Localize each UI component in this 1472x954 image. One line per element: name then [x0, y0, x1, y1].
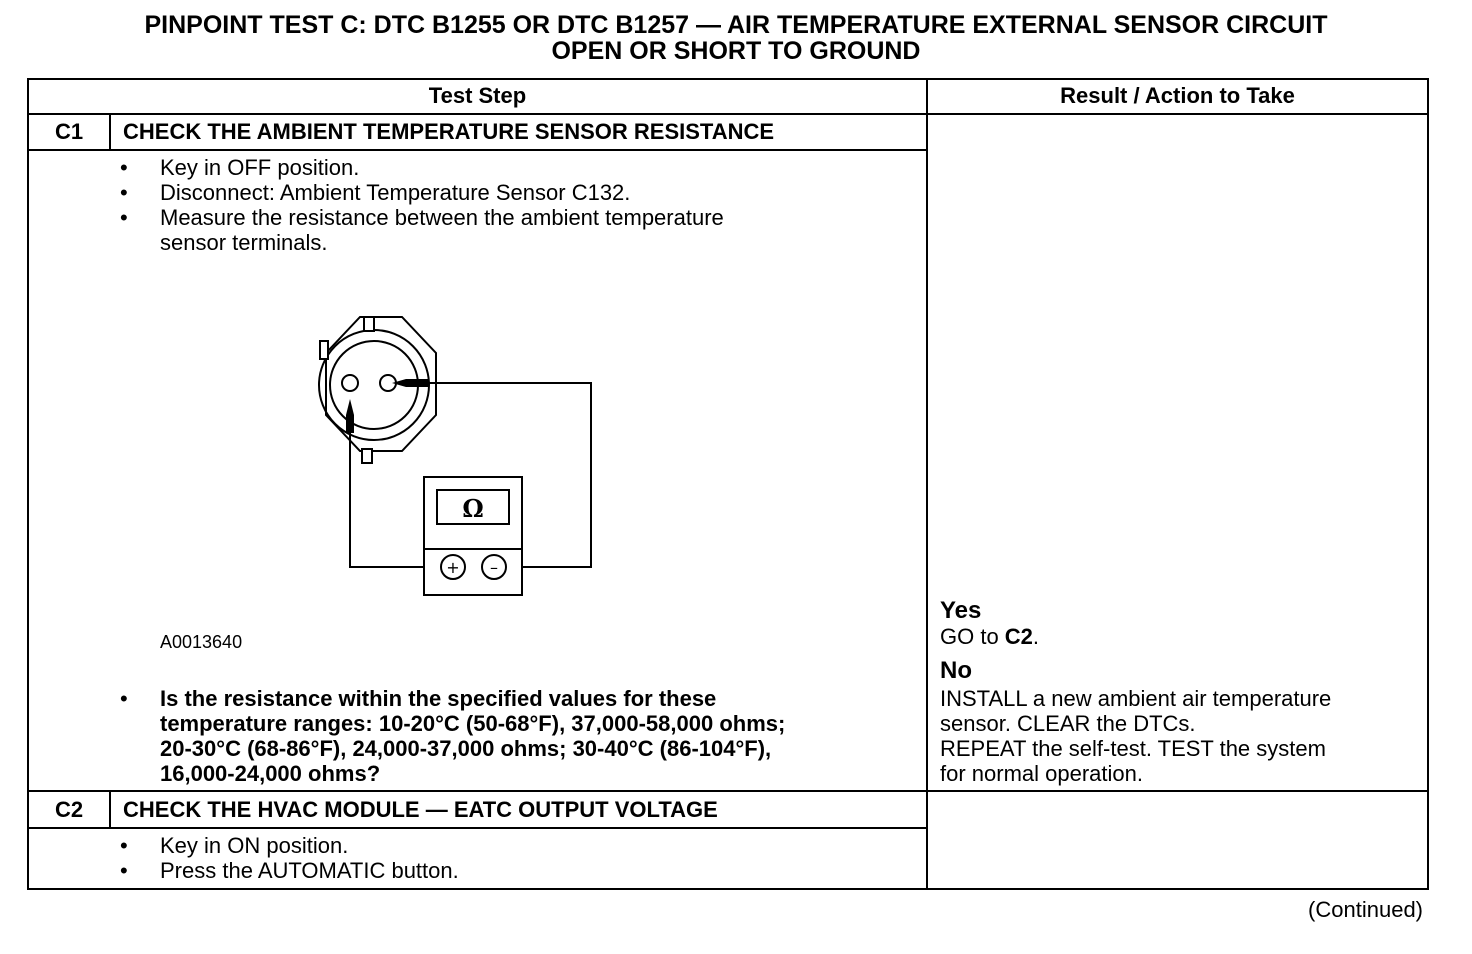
c2-id-divider [109, 790, 111, 828]
plus-symbol: + [446, 558, 460, 577]
header-row-divider [27, 113, 1429, 115]
ohm-symbol: Ω [462, 494, 484, 523]
c2-step-item: Press the AUTOMATIC button. [160, 858, 459, 883]
result-yes-action [940, 624, 1039, 649]
step-title-c2: CHECK THE HVAC MODULE — EATC OUTPUT VOLTAGE [123, 797, 718, 822]
header-result-action: Result / Action to Take [1060, 83, 1295, 108]
sensor-resistance-diagram [298, 315, 598, 600]
probe-right [406, 379, 428, 387]
continued-label: (Continued) [1308, 897, 1423, 922]
c1-step-item: Measure the resistance between the ambient temperature [160, 205, 724, 230]
c1-title-divider [27, 149, 927, 151]
bullet-glyph: • [120, 858, 128, 883]
result-no-action-line: sensor. CLEAR the DTCs. [940, 711, 1196, 736]
sensor-top-tab [364, 317, 374, 331]
step-id-c2: C2 [54, 797, 84, 822]
step-id-c1: C1 [54, 119, 84, 144]
yes-action-prefix: GO to [940, 624, 1005, 649]
minus-symbol: – [490, 558, 498, 577]
c1-id-divider [109, 113, 111, 151]
question-line: Is the resistance within the specified values for these [160, 686, 717, 711]
result-no-label: No [940, 657, 972, 684]
bullet-glyph: • [120, 180, 128, 205]
question-line: 16,000-24,000 ohms? [160, 761, 381, 786]
c1-step-item: Key in OFF position. [160, 155, 360, 180]
result-yes-label: Yes [940, 597, 982, 624]
step-title-c1: CHECK THE AMBIENT TEMPERATURE SENSOR RESISTANCE [123, 119, 775, 144]
c1-c2-divider [27, 790, 1429, 792]
yes-action-suffix: . [1032, 624, 1040, 649]
result-no-action-line: REPEAT the self-test. TEST the system [940, 736, 1326, 761]
c1-step-item: Disconnect: Ambient Temperature Sensor C132. [160, 180, 631, 205]
column-divider [926, 78, 928, 890]
probe-left [346, 415, 354, 433]
yes-action-target-link[interactable]: C2 [1004, 624, 1033, 649]
c2-step-item: Key in ON position. [160, 833, 349, 858]
sensor-side-tab [320, 341, 328, 359]
page-title-line-1: PINPOINT TEST C: DTC B1255 OR DTC B1257 — AIR TEMPERATURE EXTERNAL SENSOR CIRCUIT [144, 11, 1328, 39]
question-line: 20-30°C (68-86°F), 24,000-37,000 ohms; 30-40°C (86-104°F), [160, 736, 772, 761]
c1-step-item-continuation: sensor terminals. [160, 230, 328, 255]
result-no-action-line: INSTALL a new ambient air temperature [940, 686, 1332, 711]
bullet-glyph: • [120, 155, 128, 180]
question-line: temperature ranges: 10-20°C (50-68°F), 37,000-58,000 ohms; [160, 711, 786, 736]
bullet-glyph: • [120, 833, 128, 858]
page-title [0, 12, 1472, 64]
c2-title-divider [27, 827, 927, 829]
sensor-bottom-tab [362, 449, 372, 463]
figure-id: A0013640 [160, 632, 243, 652]
header-test-step: Test Step [428, 83, 527, 108]
result-no-action-line: for normal operation. [940, 761, 1143, 786]
page-title-line-2: OPEN OR SHORT TO GROUND [551, 37, 921, 65]
bullet-glyph: • [120, 686, 128, 711]
sensor-terminal-left [342, 375, 358, 391]
bullet-glyph: • [120, 205, 128, 230]
